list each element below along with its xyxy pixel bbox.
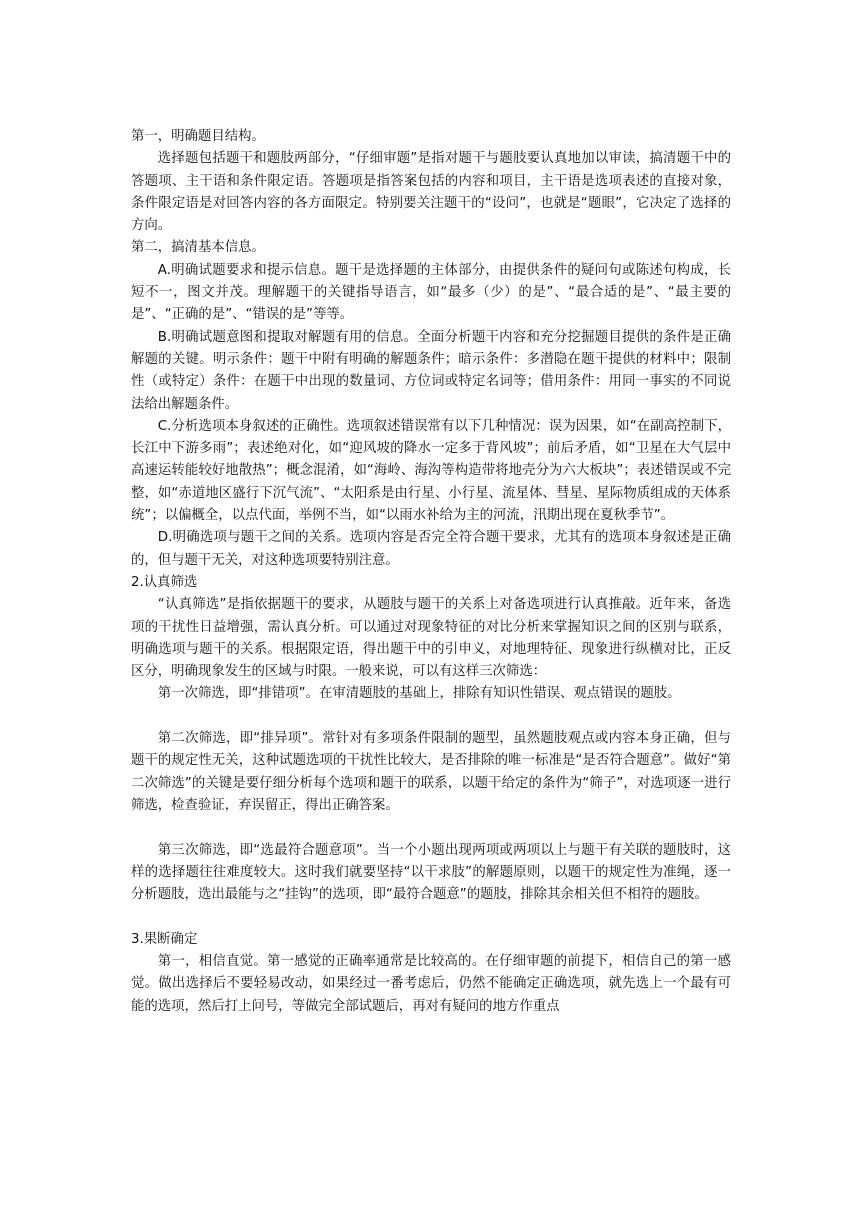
paragraph-second-screening: 第二次筛选，即“排异项”。常针对有多项条件限制的题型，虽然题肢观点或内容本身正确，但与题干的规定性无关，这种试题选项的干扰性比较大，是否排除的唯一标准是“是否符合题意”。做好“第二次筛选”的关键是要仔细分析每个选项和题干的联系，以题干给定的条件为“筛子”，对选项逐一进行筛选，检查验证，弃误留正，得出正确答案。 xyxy=(131,731,731,813)
paragraph-first-screening: 第一次筛选，即“排错项”。在审清题肢的基础上，排除有知识性错误、观点错误的题肢。 xyxy=(157,686,681,702)
paragraph-item-c: C.分析选项本身叙述的正确性。选项叙述错误常有以下几种情况：误为因果，如“在副高控制下，长江中下游多雨”；表述绝对化，如“迎风坡的降水一定多于背风坡”；前后矛盾，如“卫星在大气层中高速运转能较好地散热”；概念混淆，如“海岭、海沟等构造带将地壳分为六大板块”；表述错误或不完整，如“赤道地区盛行下沉气流”、“太阳系是由行星、小行星、流星体、彗星、星际物质组成的天体系统”；以偏概全，以点代面，举例不当，如“以雨水补给为主的河流，汛期出现在夏秋季节”。 xyxy=(131,418,731,524)
document-page xyxy=(131,126,731,1018)
paragraph-item-d: D.明确选项与题干之间的关系。选项内容是否完全符合题干要求，尤其有的选项本身叙述是正确的，但与题干无关，对这种选项要特别注意。 xyxy=(131,530,731,568)
paragraph-screening-intro: “认真筛选”是指依据题干的要求，从题肢与题干的关系上对备选项进行认真推敲。近年来，备选项的干扰性日益增强，需认真分析。可以通过对现象特征的对比分析来掌握知识之间的区别与联系，明确选项与题干的关系。根据限定语，得出题干中的引申义，对地理特征、现象进行纵横对比，正反区分，明确现象发生的区域与时限。一般来说，可以有这样三次筛选： xyxy=(131,597,731,680)
heading-basic-info: 第二，搞清基本信息。 xyxy=(131,240,265,256)
heading-careful-screening: 2.认真筛选 xyxy=(131,574,198,590)
paragraph-third-screening: 第三次筛选，即“选最符合题意项”。当一个小题出现两项或两项以上与题干有关联的题肢时，这样的选择题往往难度较大。这时我们就要坚持“以干求肢”的解题原则，以题干的规定性为准绳，逐一分析题肢，选出最能与之“挂钩”的选项，即“最符合题意”的题肢，排除其余相关但不相符的题肢。 xyxy=(131,842,731,903)
heading-decisive: 3.果断确定 xyxy=(131,931,198,947)
paragraph-careful-reading: 选择题包括题干和题肢两部分，“仔细审题”是指对题干与题肢要认真地加以审读，搞清题干中的答题项、主干语和条件限定语。答题项是指答案包括的内容和项目，主干语是选项表述的直接对象，条件限定语是对回答内容的各方面限定。特别要关注题干的“设问”，也就是“题眼”，它决定了选择的方向。 xyxy=(131,151,731,234)
paragraph-item-a: A.明确试题要求和提示信息。题干是选择题的主体部分，由提供条件的疑问句或陈述句构成，长短不一，图文并茂。理解题干的关键指导语言，如“最多（少）的是”、“最合适的是”、“最主要的是”、“正确的是”、“错误的是”等等。 xyxy=(131,262,731,323)
heading-clarify-structure: 第一，明确题目结构。 xyxy=(131,129,265,144)
paragraph-item-b: B.明确试题意图和提取对解题有用的信息。全面分析题干内容和充分挖掘题目提供的条件是正确解题的关键。明示条件：题干中附有明确的解题条件；暗示条件：多潜隐在题干提供的材料中；限制性（或特定）条件：在题干中出现的数量词、方位词或特定名词等；借用条件：用同一事实的不同说法给出解题条件。 xyxy=(131,329,731,412)
paragraph-trust-intuition: 第一，相信直觉。第一感觉的正确率通常是比较高的。在仔细审题的前提下，相信自己的第一感觉。做出选择后不要轻易改动，如果经过一番考虑后，仍然不能确定正确选项，就先选上一个最有可能的选项，然后打上问号，等做完全部试题后，再对有疑问的地方作重点 xyxy=(131,953,731,1014)
